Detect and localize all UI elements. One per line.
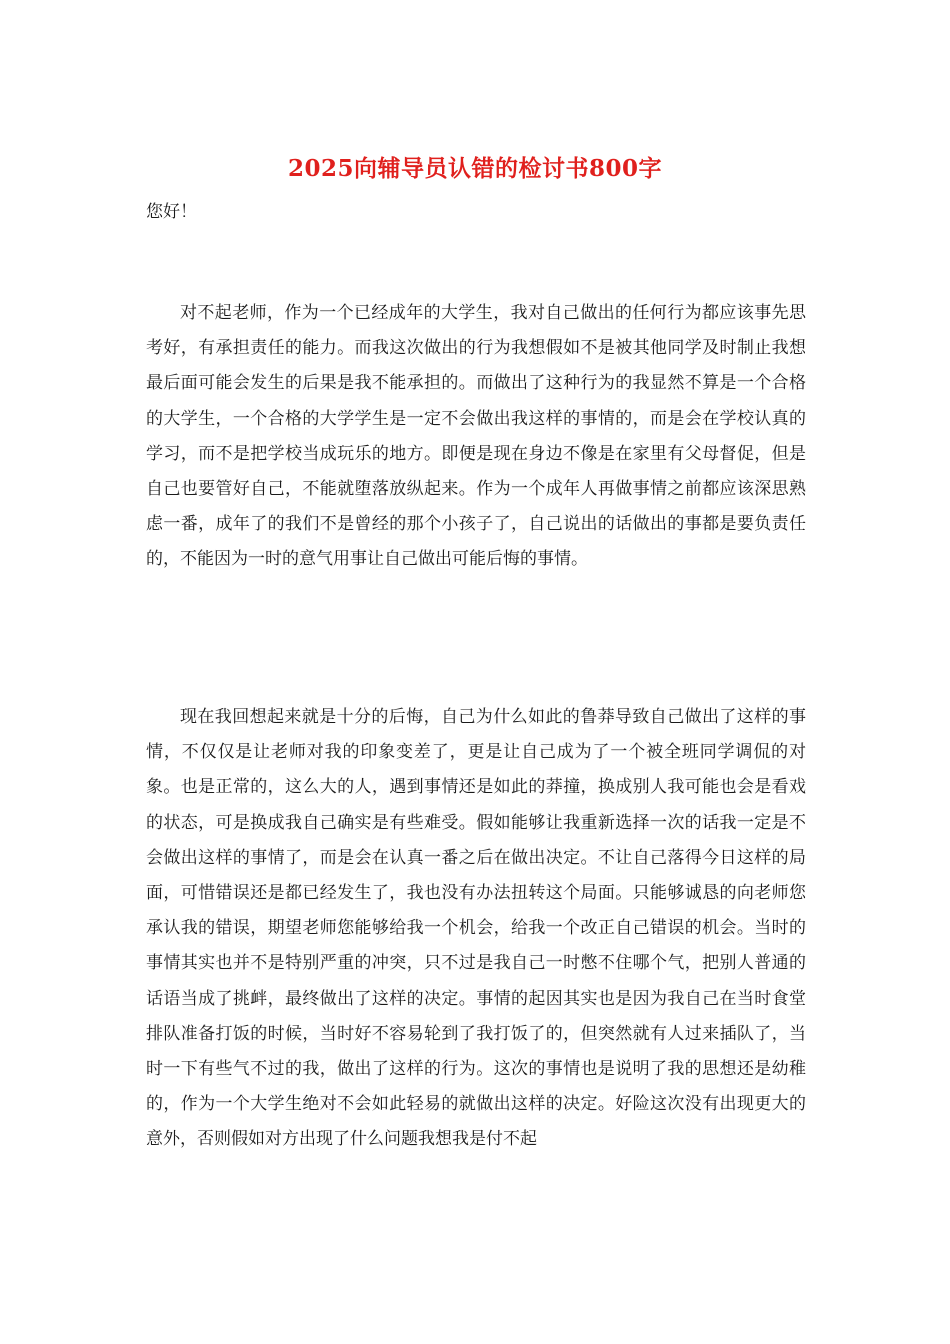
- body-paragraph-2: 现在我回想起来就是十分的后悔，自己为什么如此的鲁莽导致自己做出了这样的事情，不仅仅是让老师对我的印象变差了，更是让自己成为了一个被全班同学调侃的对象。也是正常的，这么大的人，遇到事情还是如此的莽撞，换成别人我可能也会是看戏的状态，可是换成我自己确实是有些难受。假如能够让我重新选择一次的话我一定是不会做出这样的事情了，而是会在认真一番之后在做出决定。不让自己落得今日这样的局面，可惜错误还是都已经发生了，我也没有办法扭转这个局面。只能够诚恳的向老师您承认我的错误，期望老师您能够给我一个机会，给我一个改正自己错误的机会。当时的事情其实也并不是特别严重的冲突，只不过是我自己一时憋不住哪个气，把别人普通的话语当成了挑衅，最终做出了这样的决定。事情的起因其实也是因为我自己在当时食堂排队准备打饭的时候，当时好不容易轮到了我打饭了的，但突然就有人过来插队了，当时一下有些气不过的我，做出了这样的行为。这次的事情也是说明了我的思想还是幼稚的，作为一个大学生绝对不会如此轻易的就做出这样的决定。好险这次没有出现更大的意外，否则假如对方出现了什么问题我想我是付不起: [146, 707, 806, 1150]
- document-title: 2025向辅导员认错的检讨书800字: [287, 155, 663, 182]
- greeting: 您好！: [146, 202, 197, 222]
- body-paragraph-1: 对不起老师，作为一个已经成年的大学生，我对自己做出的任何行为都应该事先思考好，有承担责任的能力。而我这次做出的行为我想假如不是被其他同学及时制止我想最后面可能会发生的后果是我不能承担的。而做出了这种行为的我显然不算是一个合格的大学生，一个合格的大学学生是一定不会做出我这样的事情的，而是会在学校认真的学习，而不是把学校当成玩乐的地方。即便是现在身边不像是在家里有父母督促，但是自己也要管好自己，不能就堕落放纵起来。作为一个成年人再做事情之前都应该深思熟虑一番，成年了的我们不是曾经的那个小孩子了，自己说出的话做出的事都是要负责任的，不能因为一时的意气用事让自己做出可能后悔的事情。: [146, 303, 806, 570]
